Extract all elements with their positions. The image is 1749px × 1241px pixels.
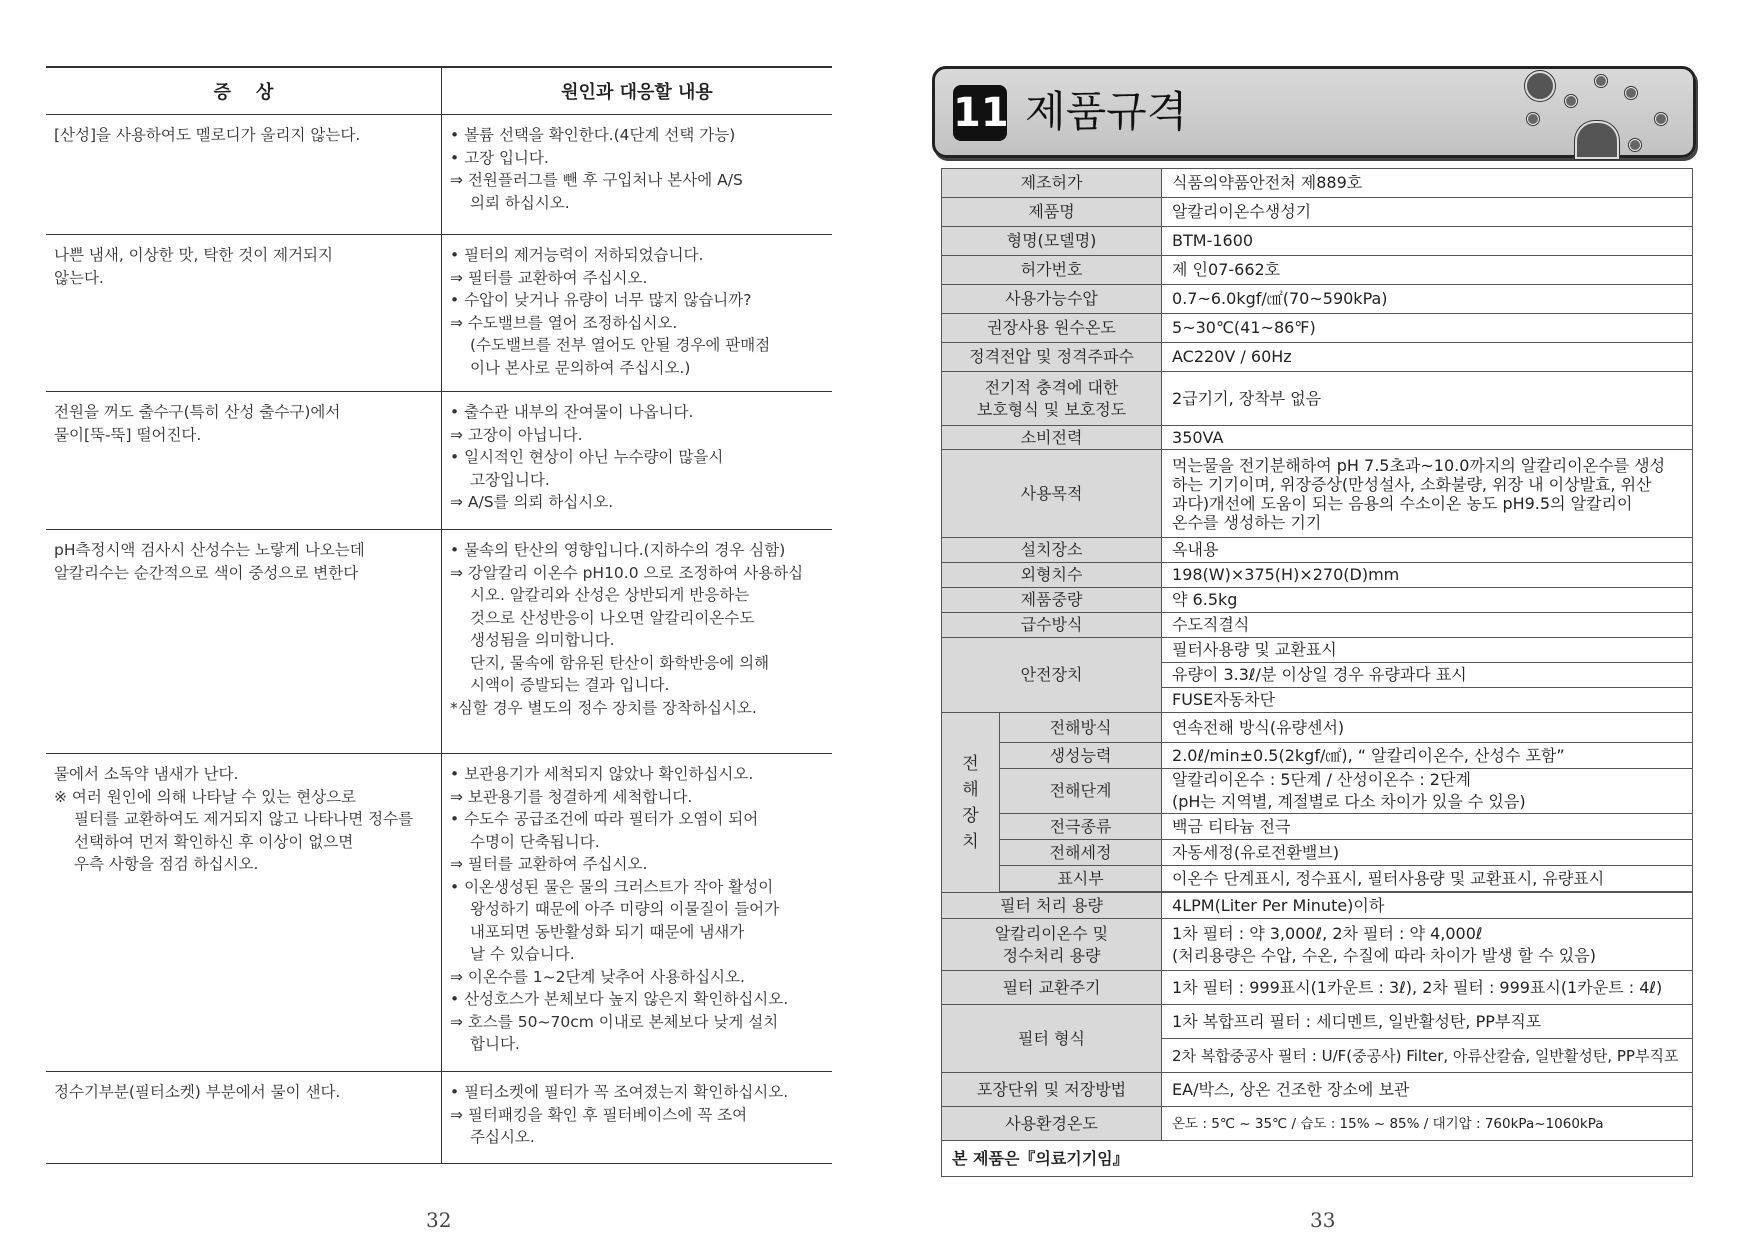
spec-row: 필터 처리 용량 4LPM(Liter Per Minute)이하 — [942, 893, 1693, 919]
table-row — [46, 530, 832, 754]
cause-cell: • 보관용기가 세척되지 않았나 확인하십시오. ⇒ 보관용기를 청결하게 세척합니다. • 수도수 공급조건에 따라 필터가 오염이 되어 수명이 단축됩니다. ⇒ 필터를 교환하여 주십시오. • 이온생성된 물은 물의 크러스트가 작아 활성이 왕성하기 때문에 아주 미량의 이물질이 들어가 내포되면 동반활성화 되기 때문에 냄새가 날 수 있습니다. ⇒ 이온수를 1~2단계 낮추어 사용하십시오. • 산성호스가 본체보다 높지 않은지 확인하십시오. ⇒ 호스를 50~70cm 이내로 본체보다 낮게 설치 합니다. — [442, 754, 833, 1072]
page-number-left: 32 — [426, 1208, 452, 1232]
spec-row: 전해단계 알칼리이온수 : 5단계 / 산성이온수 : 2단계 (pH는 지역별, 계절별로 다소 차이가 있을 수 있음) — [942, 769, 1693, 814]
spec-row: 전해세정 자동세정(유로전환밸브) — [942, 840, 1693, 866]
spec-row: 생성능력 2.0ℓ/min±0.5(2kgf/㎠), “ 알칼리이온수, 산성수 포함” — [942, 743, 1693, 769]
spec-row: 필터 교환주기 1차 필터 : 999표시(1카운트 : 3ℓ), 2차 필터 : 999표시(1카운트 : 4ℓ) — [942, 971, 1693, 1005]
section-banner — [932, 66, 1696, 158]
troubleshooting-page — [46, 66, 832, 1164]
section-title: 제품규격 — [1025, 87, 1188, 136]
symptom-cell: 전원을 꺼도 출수구(특히 산성 출수구)에서 물이[뚝-뚝] 떨어진다. — [46, 392, 442, 530]
symptom-cell: pH측정시액 검사시 산성수는 노랗게 나오는데 알칼리수는 순간적으로 색이 중성으로 변한다 — [46, 530, 442, 754]
symptom-header: 증 상 — [46, 67, 442, 115]
page-number-right: 33 — [1310, 1208, 1336, 1232]
spec-row: FUSE자동차단 — [942, 688, 1693, 713]
cause-cell: • 출수관 내부의 잔여물이 나옵니다. ⇒ 고장이 아닙니다. • 일시적인 현상이 아닌 누수량이 많을시 고장입니다. ⇒ A/S를 의뢰 하십시오. — [442, 392, 833, 530]
spec-row: 안전장치 필터사용량 및 교환표시 — [942, 638, 1693, 663]
spec-row: 포장단위 및 저장방법 EA/박스, 상온 건조한 장소에 보관 — [942, 1073, 1693, 1107]
spec-row: 알칼리이온수 및 정수처리 용량 1차 필터 : 약 3,000ℓ, 2차 필터 : 약 4,000ℓ (처리용량은 수압, 수온, 수질에 따라 차이가 발생 할 수 있음) — [942, 919, 1693, 971]
spec-row: 설치장소 옥내용 — [942, 538, 1693, 563]
table-row — [46, 392, 832, 530]
table-row — [46, 1072, 832, 1164]
spec-row: 형명(모델명) BTM-1600 — [942, 227, 1693, 256]
plus-ion-icon — [1525, 71, 1555, 101]
symptom-cell: [산성]을 사용하여도 멜로디가 울리지 않는다. — [46, 115, 442, 235]
cause-header: 원인과 대응할 내용 — [442, 67, 833, 115]
electrolysis-group-label: 전 해 장 치 — [942, 713, 1000, 893]
spec-row: 유량이 3.3ℓ/분 이상일 경우 유량과다 표시 — [942, 663, 1693, 688]
table-row — [46, 754, 832, 1072]
spec-row: 소비전력 350VA — [942, 426, 1693, 450]
table-row — [46, 235, 832, 392]
spec-row: 사용목적 먹는물을 전기분해하여 pH 7.5초과~10.0까지의 알칼리이온수를 생성 하는 기기이며, 위장증상(만성설사, 소화불량, 위장 내 이상발효, 위산 과다)개선에 도움이 되는 음용의 수소이온 농도 pH9.5의 알칼리이 온수를 생성하는 기기 — [942, 450, 1693, 538]
spec-row: 2차 복합중공사 필터 : U/F(중공사) Filter, 아류산칼슘, 일반활성탄, PP부직포 — [942, 1039, 1693, 1073]
spec-row: 외형치수 198(W)×375(H)×270(D)mm — [942, 563, 1693, 588]
spec-row: 허가번호 제 인07-662호 — [942, 256, 1693, 285]
cause-cell: • 필터소켓에 필터가 꼭 조여졌는지 확인하십시오. ⇒ 필터패킹을 확인 후 필터베이스에 꼭 조여 주십시오. — [442, 1072, 833, 1164]
spec-row: 전 해 장 치 전해방식 연속전해 방식(유량센서) — [942, 713, 1693, 743]
ion-bubble-icon — [1655, 113, 1667, 125]
spec-row: 정격전압 및 정격주파수 AC220V / 60Hz — [942, 343, 1693, 372]
troubleshooting-table — [46, 66, 832, 1164]
minus-ion-icon — [1575, 121, 1619, 159]
spec-row: 제품중량 약 6.5kg — [942, 588, 1693, 613]
cause-cell: • 볼륨 선택을 확인한다.(4단계 선택 가능) • 고장 입니다. ⇒ 전원플러그를 뺀 후 구입처나 본사에 A/S 의뢰 하십시오. — [442, 115, 833, 235]
spec-row: 표시부 이온수 단계표시, 정수표시, 필터사용량 및 교환표시, 유량표시 — [942, 866, 1693, 892]
symptom-cell: 물에서 소독약 냄새가 난다. ※ 여러 원인에 의해 나타날 수 있는 현상으로 필터를 교환하여도 제거되지 않고 나타나면 정수를 선택하여 먼저 확인하신 후 이상이 없으면 우측 사항을 점검 하십시오. — [46, 754, 442, 1072]
spec-row: 제조허가 식품의약품안전처 제889호 — [942, 169, 1693, 198]
symptom-cell: 나쁜 냄새, 이상한 맛, 탁한 것이 제거되지 않는다. — [46, 235, 442, 392]
spec-row: 제품명 알칼리이온수생성기 — [942, 198, 1693, 227]
ion-bubble-icon — [1565, 95, 1577, 107]
spec-row: 전극종류 백금 티타늄 전극 — [942, 814, 1693, 840]
section-number: 11 — [953, 85, 1007, 141]
ion-bubble-icon — [1527, 113, 1539, 125]
spec-row: 전기적 충격에 대한 보호형식 및 보호정도 2급기기, 장착부 없음 — [942, 372, 1693, 426]
medical-device-note: 본 제품은『의료기기임』 — [942, 1141, 1693, 1177]
ion-bubble-icon — [1595, 75, 1607, 87]
symptom-cell: 정수기부분(필터소켓) 부분에서 물이 샌다. — [46, 1072, 442, 1164]
spec-table — [941, 168, 1693, 1177]
spec-row: 사용환경온도 온도 : 5℃ ~ 35℃ / 습도 : 15% ~ 85% / 대기압 : 760kPa~1060kPa — [942, 1107, 1693, 1141]
table-row — [46, 115, 832, 235]
spec-row: 급수방식 수도직결식 — [942, 613, 1693, 638]
ion-bubble-icon — [1629, 139, 1641, 151]
ion-bubble-icon — [1625, 87, 1637, 99]
cause-cell: • 물속의 탄산의 영향입니다.(지하수의 경우 심함) ⇒ 강알칼리 이온수 pH10.0 으로 조정하여 사용하십 시오. 알칼리와 산성은 상반되게 반응하는 것으로 산성반응이 나오면 알칼리이온수도 생성됨을 의미합니다. 단지, 물속에 함유된 탄산이 화학반응에 의해 시액이 증발되는 결과 입니다. *심할 경우 별도의 정수 장치를 장착하십시오. — [442, 530, 833, 754]
spec-row: 필터 형식 1차 복합프리 필터 : 세디멘트, 일반활성탄, PP부직포 — [942, 1005, 1693, 1039]
spec-row: 사용가능수압 0.7~6.0kgf/㎠(70~590kPa) — [942, 285, 1693, 314]
cause-cell: • 필터의 제거능력이 저하되었습니다. ⇒ 필터를 교환하여 주십시오. • 수압이 낮거나 유량이 너무 많지 않습니까? ⇒ 수도밸브를 열어 조정하십시오. (수도밸브를 전부 열어도 안될 경우에 판매점 이나 본사로 문의하여 주십시오.) — [442, 235, 833, 392]
spec-row: 권장사용 원수온도 5~30℃(41~86℉) — [942, 314, 1693, 343]
